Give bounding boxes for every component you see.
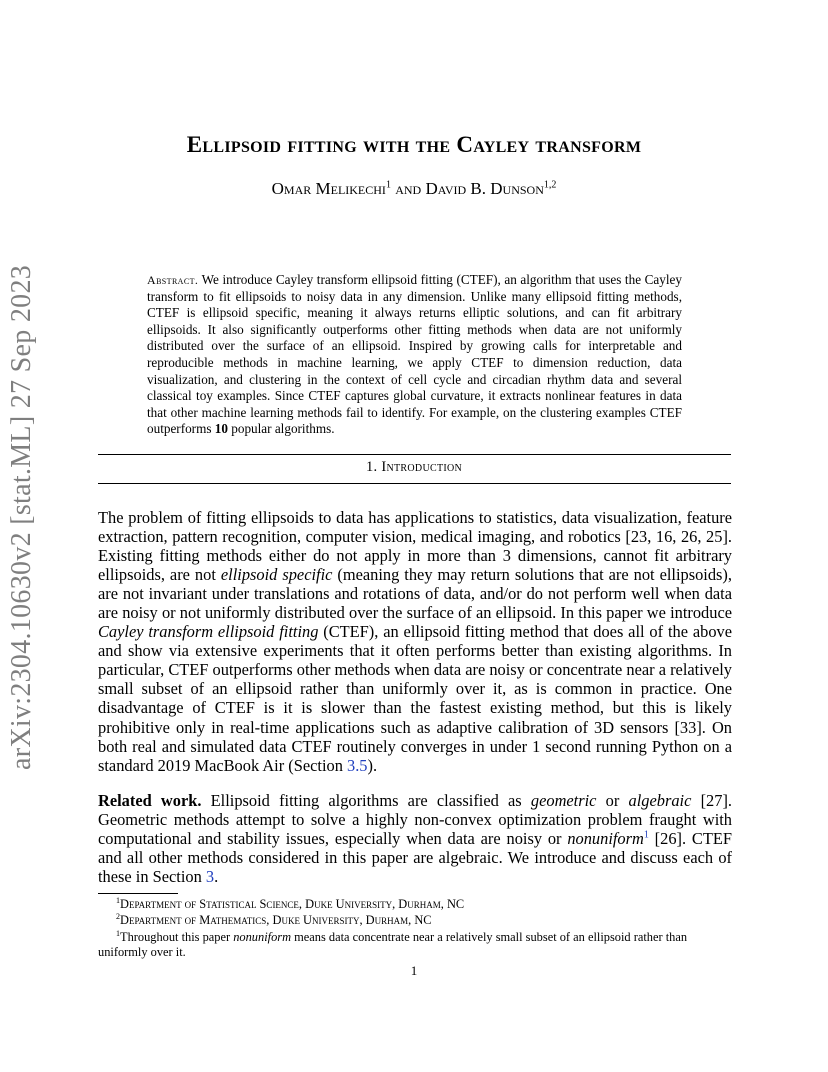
- related-work-paragraph: [98, 791, 732, 886]
- abstract-label: Abstract.: [147, 273, 199, 287]
- section-3-link[interactable]: 3: [205, 867, 215, 887]
- intro-paragraph-1: [98, 508, 732, 775]
- title-cap-1: E: [186, 132, 203, 157]
- footnote-1-link[interactable]: 1: [643, 829, 649, 841]
- paper-title: [0, 132, 828, 158]
- abstract-text-1: We introduce Cayley transform ellipsoid fitting (CTEF), an algorithm that uses the Cayley transform to fit ellipsoids to noisy data in any dimension. Unlike many ellipsoid fitting methods, CTEF is ellipsoid specific, meaning it always returns elliptic solutions, and can fit arbitrary ellipsoids. It also significantly outperforms other fitting methods when data are not uniformly distributed over the surface of an ellipsoid. Inspired by growing calls for interpretable and reproducible methods in machine learning, we apply CTEF to dimension reduction, data visualization, and clustering in the context of cell cycle and circadian rhythm data and several classical toy examples. Since CTEF captures global curvature, it extracts nonlinear features in data that other machine learning methods fail to identify. For example, on the clustering examples CTEF outperforms: [147, 272, 682, 437]
- rw-emph-nonuniform: nonuniform: [567, 829, 644, 849]
- arxiv-identifier-stamp: arXiv:2304.10630v2 [stat.ML] 27 Sep 2023: [6, 264, 37, 770]
- rw-text-a: Ellipsoid fitting algorithms are classified as: [201, 791, 531, 810]
- page-number: 1: [410, 963, 418, 978]
- footnote-1-emph: nonuniform: [233, 930, 292, 944]
- intro-p1-text-a: The problem of fitting ellipsoids to data has applications to statistics, data visualization, feature extraction, pattern recognition, computer vision, medical imaging, and robotics [23, 16, 26, 25]. Existing fitting methods either do not apply in more than 3 dimensions, cannot fit arbitrary ellipsoids, are not: [98, 508, 732, 585]
- author-and: and: [390, 179, 426, 198]
- rw-text-d: [26]. CTEF and all other methods considered in this paper are algebraic. We introduce and discuss each of these in Section: [98, 829, 732, 887]
- rw-text-e: .: [214, 867, 219, 887]
- footnote-1-text-a: Throughout this paper: [120, 930, 234, 944]
- affiliation-1-text: Department of Statistical Science, Duke University, Durham, NC: [120, 897, 465, 911]
- section-number: 1.: [365, 459, 378, 475]
- footnote-rule: [98, 893, 178, 894]
- title-rest-2: ayley transform: [473, 132, 642, 157]
- related-work-heading: Related work.: [98, 791, 202, 810]
- section-3-5-link[interactable]: 3.5: [347, 755, 368, 775]
- footnote-1-text-b: means data concentrate near a relatively small subset of an ellipsoid rather than uniformly over it.: [98, 930, 688, 959]
- section-rule-top: [98, 454, 731, 455]
- rw-emph-geometric: geometric: [530, 791, 597, 810]
- author-1-affiliation: 1: [385, 179, 391, 191]
- abstract: [147, 272, 682, 438]
- author-2-affiliation: 1,2: [543, 179, 557, 191]
- section-rule-bottom: [98, 483, 731, 484]
- rw-emph-algebraic: algebraic: [628, 791, 692, 810]
- author-2: David B. Dunson: [425, 179, 544, 198]
- section-heading: [0, 459, 828, 476]
- affiliation-2-mark: 2: [116, 911, 120, 921]
- footnote-1: [98, 930, 732, 960]
- author-line: [0, 179, 828, 199]
- intro-p1-text-b: (meaning they may return solutions that are not ellipsoids), are not invariant under translations and rotations of data, and/or do not perform well when data are noisy or not uniformly distributed over the surface of an ellipsoid. In this paper we introduce: [98, 565, 732, 623]
- author-1: Omar Melikechi: [271, 179, 386, 198]
- section-title: Introduction: [381, 459, 463, 475]
- footnote-1-mark: 1: [116, 928, 120, 938]
- intro-p1-text-d: ).: [367, 755, 378, 775]
- rw-text-c: [27]. Geometric methods attempt to solve a highly non-convex optimization problem fraught with computational and stability issues, especially when data are noisy or: [98, 791, 732, 849]
- affiliation-2: [98, 913, 750, 928]
- affiliation-2-text: Department of Mathematics, Duke University, Durham, NC: [120, 913, 432, 927]
- intro-p1-text-c: (CTEF), an ellipsoid fitting method that does all of the above and show via extensive experiments that it often performs better than existing algorithms. In particular, CTEF outperforms other methods when data are noisy or concentrate near a relatively small subset of an ellipsoid rather than uniformly over it, as is common in practice. One disadvantage of CTEF is it is slower than the fastest existing method, but this is likely prohibitive only in real-time applications such as adaptive calibration of 3D sensors [33]. On both real and simulated data CTEF routinely converges in under 1 second running Python on a standard 2019 MacBook Air (Section: [98, 622, 732, 775]
- title-cap-2: C: [456, 132, 474, 157]
- rw-text-b: or: [596, 791, 629, 810]
- intro-p1-emph-1: ellipsoid specific: [220, 565, 333, 585]
- intro-p1-emph-2: Cayley transform ellipsoid fitting: [98, 622, 319, 642]
- title-rest-1: llipsoid fitting with the: [202, 132, 457, 157]
- abstract-number: 10: [214, 421, 228, 437]
- abstract-text-2: popular algorithms.: [227, 421, 335, 437]
- affiliation-1: [98, 897, 750, 912]
- affiliation-1-mark: 1: [116, 895, 120, 905]
